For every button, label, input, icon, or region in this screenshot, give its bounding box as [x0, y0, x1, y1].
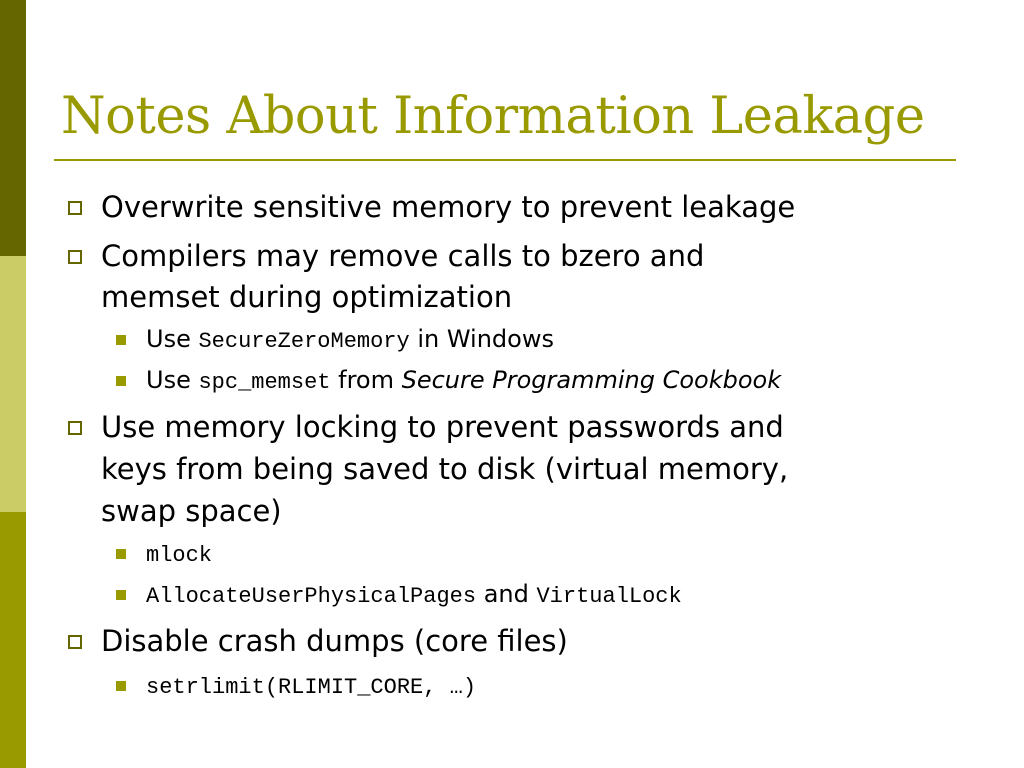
- bullet-text: Use memory locking to prevent passwords and: [101, 410, 784, 444]
- sub-bullet-item: [146, 573, 682, 618]
- sub-bullet-suffix: in Windows: [409, 325, 554, 353]
- bullet-text: Compilers may remove calls to bzero and: [101, 239, 705, 273]
- bullet-text: memset during optimization: [101, 280, 513, 314]
- code-term: SecureZeroMemory: [198, 329, 410, 354]
- sub-bullet-middle: from: [330, 366, 402, 394]
- code-term: mlock: [146, 543, 213, 568]
- bullet-text: Disable crash dumps (core files): [101, 624, 568, 658]
- sub-bullet-item: [146, 359, 781, 404]
- code-term: VirtualLock: [536, 584, 682, 609]
- code-term: setrlimit(RLIMIT_CORE, …): [146, 675, 477, 700]
- solid-square-bullet-icon: [116, 549, 126, 559]
- bullet-item: [101, 186, 795, 228]
- bullet-text: keys from being saved to disk (virtual memory,: [101, 452, 789, 486]
- bullet-item: [101, 620, 568, 662]
- bullet-text: Overwrite sensitive memory to prevent leakage: [101, 190, 796, 224]
- bullet-text: swap space): [101, 494, 282, 528]
- solid-square-bullet-icon: [116, 590, 126, 600]
- book-title: Secure Programming Cookbook: [401, 366, 782, 394]
- side-stripe-olive: [0, 512, 26, 768]
- hollow-square-bullet-icon: [68, 250, 82, 264]
- solid-square-bullet-icon: [116, 335, 126, 345]
- hollow-square-bullet-icon: [68, 421, 82, 435]
- sub-bullet-item: [146, 664, 476, 709]
- hollow-square-bullet-icon: [68, 635, 82, 649]
- sub-bullet-middle: and: [476, 580, 537, 608]
- title-underline: [54, 159, 956, 161]
- sub-bullet-prefix: Use: [146, 366, 199, 394]
- sub-bullet-prefix: Use: [146, 325, 199, 353]
- bullet-item: [101, 406, 784, 448]
- bullet-item: [101, 235, 704, 277]
- slide-title: Notes About Information Leakage: [61, 87, 925, 146]
- bullet-continuation: [101, 490, 282, 532]
- solid-square-bullet-icon: [116, 681, 126, 691]
- bullet-continuation: [101, 448, 788, 490]
- side-stripe-light: [0, 256, 26, 512]
- code-term: spc_memset: [198, 370, 331, 395]
- sub-bullet-item: [146, 532, 212, 577]
- solid-square-bullet-icon: [116, 376, 126, 386]
- sub-bullet-item: [146, 318, 554, 363]
- side-stripe-dark: [0, 0, 26, 256]
- bullet-continuation: [101, 276, 512, 318]
- hollow-square-bullet-icon: [68, 201, 82, 215]
- code-term: AllocateUserPhysicalPages: [146, 584, 477, 609]
